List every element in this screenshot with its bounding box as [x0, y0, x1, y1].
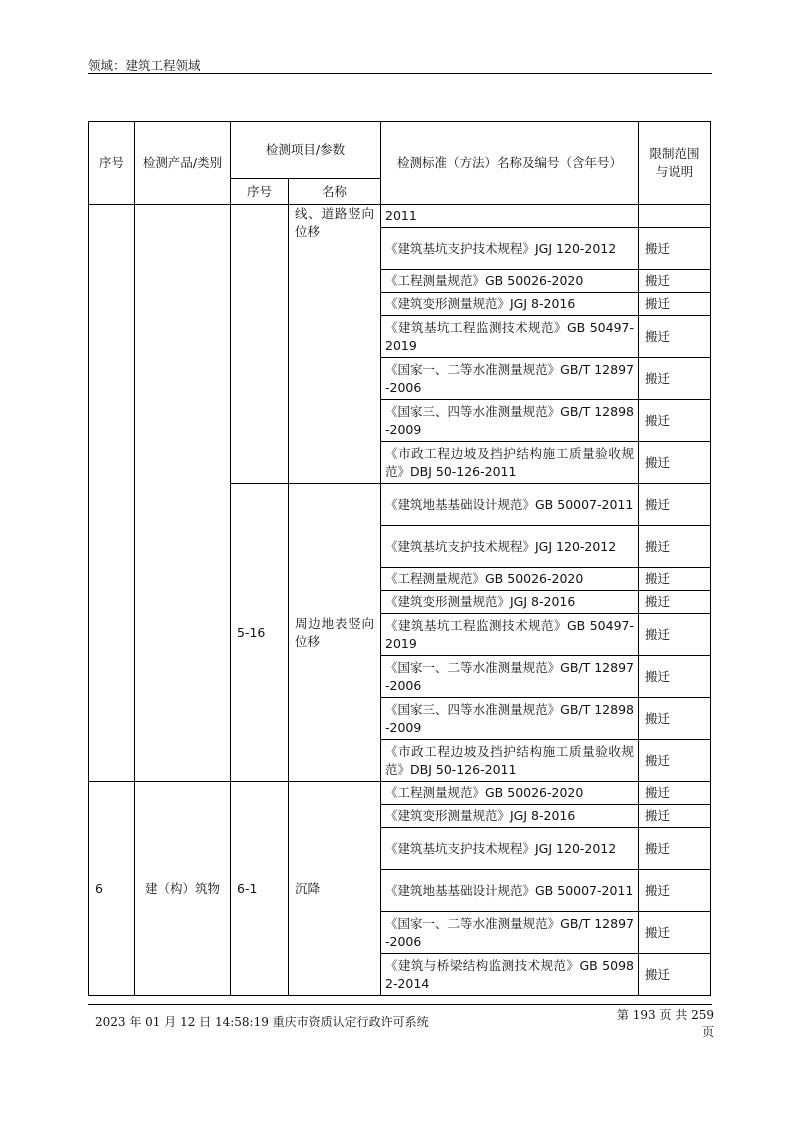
header-item-seq: 序号	[231, 179, 289, 205]
table-row	[89, 205, 711, 228]
cell-standard: 《建筑与桥梁结构监测技术规范》GB 50982-2014	[381, 954, 639, 996]
cell-standard: 《建筑基坑支护技术规程》JGJ 120-2012	[381, 228, 639, 270]
cell-standard: 《建筑地基基础设计规范》GB 50007-2011	[381, 484, 639, 526]
cell-limit: 搬迁	[639, 591, 711, 614]
cell-limit: 搬迁	[639, 740, 711, 782]
cell-limit: 搬迁	[639, 228, 711, 270]
cell-standard: 《建筑地基基础设计规范》GB 50007-2011	[381, 870, 639, 912]
cell-seq: 6	[89, 782, 135, 996]
cell-standard: 《工程测量规范》GB 50026-2020	[381, 568, 639, 591]
cell-standard: 《建筑变形测量规范》JGJ 8-2016	[381, 293, 639, 316]
cell-limit: 搬迁	[639, 614, 711, 656]
cell-item-name: 周边地表竖向位移	[289, 484, 381, 782]
header-seq: 序号	[89, 122, 135, 205]
inspection-standards-table	[88, 121, 711, 996]
cell-limit: 搬迁	[639, 270, 711, 293]
cell-limit: 搬迁	[639, 358, 711, 400]
cell-standard: 《工程测量规范》GB 50026-2020	[381, 270, 639, 293]
cell-standard: 2011	[381, 205, 639, 228]
cell-standard: 《工程测量规范》GB 50026-2020	[381, 782, 639, 805]
cell-limit: 搬迁	[639, 656, 711, 698]
cell-standard: 《建筑变形测量规范》JGJ 8-2016	[381, 591, 639, 614]
footer-page-info: 第 193 页 共 259 页	[616, 1008, 714, 1039]
cell-limit: 搬迁	[639, 400, 711, 442]
cell-limit: 搬迁	[639, 870, 711, 912]
cell-item-seq	[231, 205, 289, 484]
table-header-row	[89, 122, 711, 179]
cell-category-empty	[135, 205, 231, 782]
cell-limit: 搬迁	[639, 805, 711, 828]
cell-item-name: 线、道路竖向位移	[289, 205, 381, 484]
cell-standard: 《国家三、四等水准测量规范》GB/T 12898-2009	[381, 400, 639, 442]
cell-standard: 《国家三、四等水准测量规范》GB/T 12898-2009	[381, 698, 639, 740]
cell-standard: 《市政工程边坡及挡护结构施工质量验收规范》DBJ 50-126-2011	[381, 442, 639, 484]
cell-limit: 搬迁	[639, 912, 711, 954]
cell-limit: 搬迁	[639, 698, 711, 740]
cell-limit: 搬迁	[639, 316, 711, 358]
cell-limit: 搬迁	[639, 526, 711, 568]
table-body	[89, 122, 711, 996]
cell-standard: 《市政工程边坡及挡护结构施工质量验收规范》DBJ 50-126-2011	[381, 740, 639, 782]
cell-standard: 《国家一、二等水准测量规范》GB/T 12897-2006	[381, 358, 639, 400]
cell-item-seq: 6-1	[231, 782, 289, 996]
header-item: 检测项目/参数	[231, 122, 381, 179]
header-standard: 检测标准（方法）名称及编号（含年号）	[381, 122, 639, 205]
cell-limit	[639, 205, 711, 228]
table-row	[89, 782, 711, 805]
cell-limit: 搬迁	[639, 293, 711, 316]
cell-standard: 《建筑基坑支护技术规程》JGJ 120-2012	[381, 828, 639, 870]
cell-seq-empty	[89, 205, 135, 782]
cell-standard: 《建筑基坑支护技术规程》JGJ 120-2012	[381, 526, 639, 568]
cell-limit: 搬迁	[639, 828, 711, 870]
cell-standard: 《国家一、二等水准测量规范》GB/T 12897-2006	[381, 656, 639, 698]
cell-limit: 搬迁	[639, 568, 711, 591]
cell-standard: 《建筑变形测量规范》JGJ 8-2016	[381, 805, 639, 828]
cell-standard: 《国家一、二等水准测量规范》GB/T 12897-2006	[381, 912, 639, 954]
cell-limit: 搬迁	[639, 442, 711, 484]
cell-limit: 搬迁	[639, 484, 711, 526]
cell-item-name: 沉降	[289, 782, 381, 996]
cell-standard: 《建筑基坑工程监测技术规范》GB 50497-2019	[381, 316, 639, 358]
cell-item-seq: 5-16	[231, 484, 289, 782]
cell-limit: 搬迁	[639, 782, 711, 805]
page-header-domain: 领域：建筑工程领域	[88, 58, 201, 73]
cell-category: 建（构）筑物	[135, 782, 231, 996]
header-item-name: 名称	[289, 179, 381, 205]
cell-standard: 《建筑基坑工程监测技术规范》GB 50497-2019	[381, 614, 639, 656]
header-limit: 限制范围与说明	[639, 122, 711, 205]
footer-timestamp: 2023 年 01 月 12 日 14:58:19 重庆市资质认定行政许可系统	[95, 1015, 429, 1029]
header-divider	[88, 73, 712, 74]
footer-divider	[88, 1004, 712, 1005]
header-category: 检测产品/类别	[135, 122, 231, 205]
cell-limit: 搬迁	[639, 954, 711, 996]
